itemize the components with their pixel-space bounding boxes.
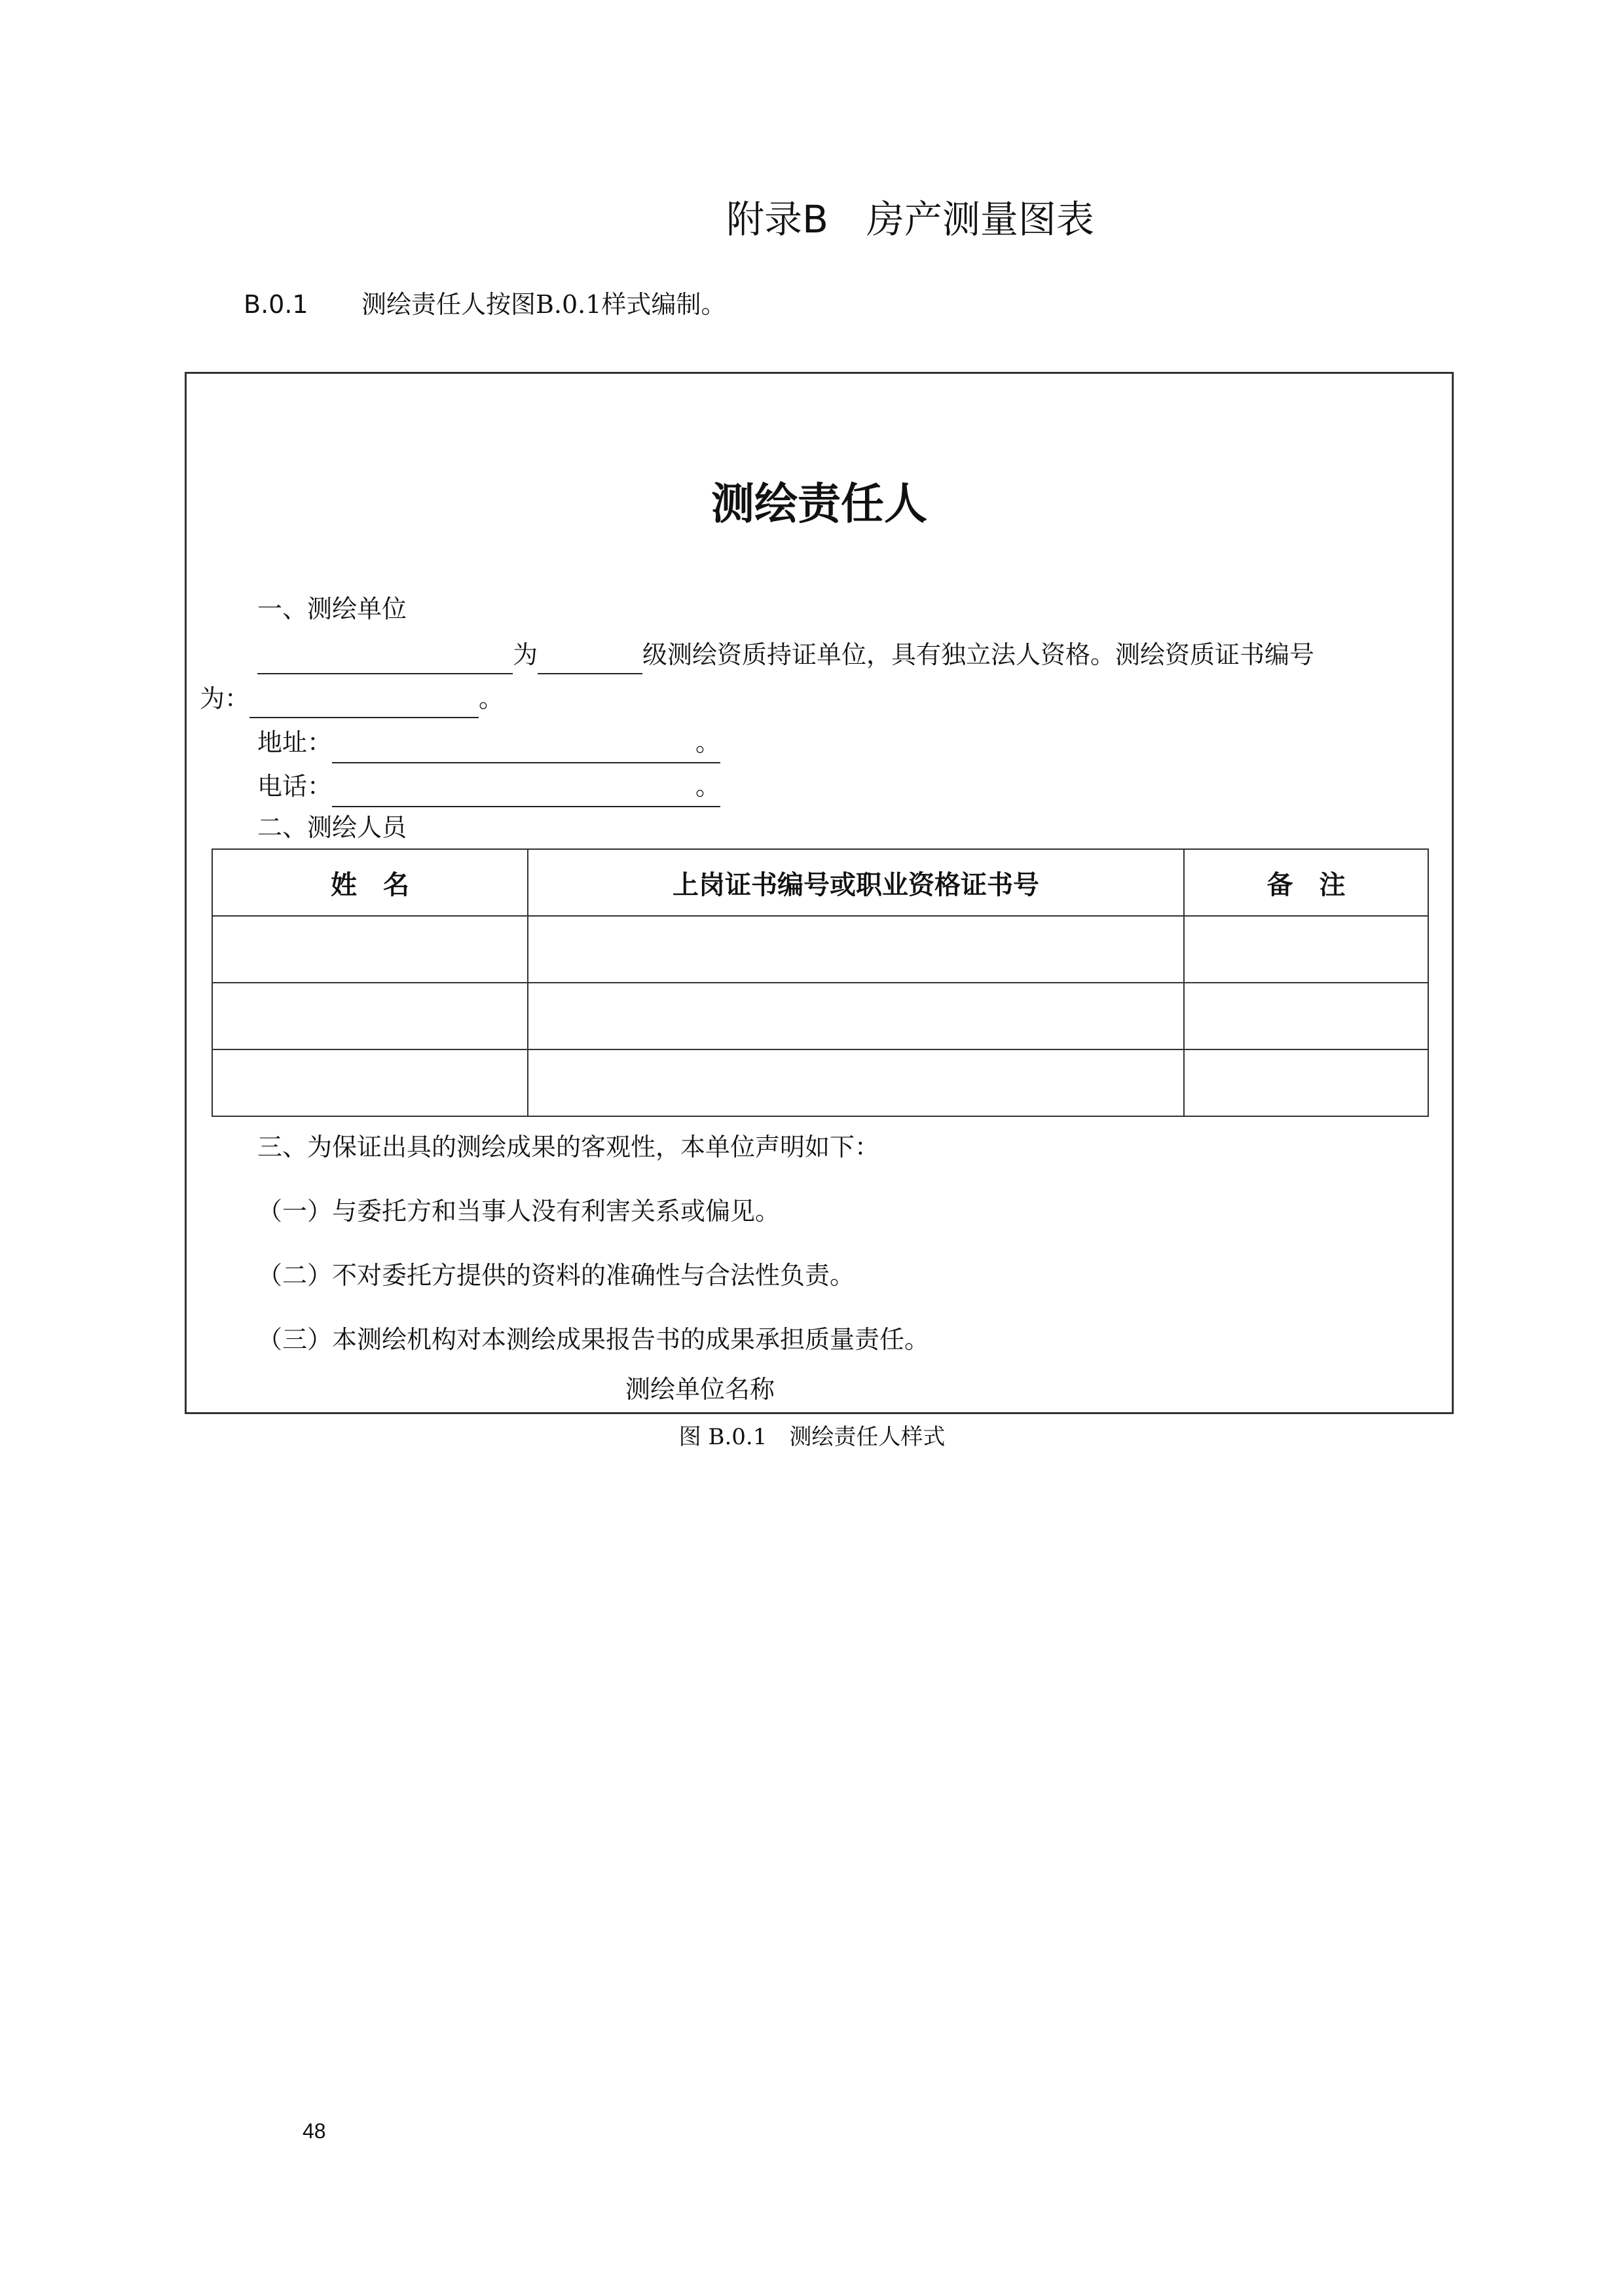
unit-line-1-text-a: 为	[513, 640, 538, 669]
section3-title: 三、为保证出具的测绘成果的客观性，本单位声明如下：	[257, 1133, 880, 1161]
phone-suffix: 。	[695, 767, 720, 807]
clause-number: B.0.1	[244, 290, 308, 319]
table-cell-certificate[interactable]	[528, 1049, 1184, 1116]
certificate-number-blank[interactable]	[249, 688, 479, 718]
unit-line-1-text-b: 级测绘资质持证单位，具有独立法人资格。测绘资质证书编号	[642, 640, 1315, 669]
address-line	[257, 723, 720, 763]
staff-table	[212, 848, 1429, 1117]
table-cell-remarks[interactable]	[1184, 916, 1428, 983]
certificate-number-label: 为：	[200, 684, 250, 713]
table-cell-name[interactable]	[212, 1049, 528, 1116]
page-number: 48	[303, 2119, 326, 2143]
table-row	[212, 916, 1428, 983]
table-header-row	[212, 849, 1428, 916]
table-row	[212, 1049, 1428, 1116]
address-label: 地址：	[257, 728, 333, 757]
phone-blank[interactable]	[332, 777, 695, 807]
phone-line	[257, 767, 720, 807]
address-blank[interactable]	[332, 733, 695, 763]
table-cell-certificate[interactable]	[528, 916, 1184, 983]
unit-line-2	[200, 679, 504, 718]
unit-name-blank[interactable]	[257, 644, 513, 674]
phone-label: 电话：	[257, 772, 333, 801]
unit-line-1	[257, 635, 1314, 674]
appendix-heading: 附录B 房产测量图表	[726, 197, 1094, 242]
table-cell-remarks[interactable]	[1184, 983, 1428, 1049]
header-certificate-number: 上岗证书编号或职业资格证书号	[528, 849, 1184, 916]
table-cell-certificate[interactable]	[528, 983, 1184, 1049]
statement-item: （一）与委托方和当事人没有利害关系或偏见。	[257, 1197, 781, 1226]
clause-text: 测绘责任人按图B.0.1样式编制。	[361, 290, 726, 319]
table-row	[212, 983, 1428, 1049]
header-name: 姓 名	[212, 849, 528, 916]
table-cell-name[interactable]	[212, 983, 528, 1049]
address-suffix: 。	[695, 723, 720, 763]
certificate-number-suffix: 。	[479, 684, 504, 713]
section1-title: 一、测绘单位	[257, 594, 407, 623]
statement-item: （二）不对委托方提供的资料的准确性与合法性负责。	[257, 1261, 855, 1290]
section2-title: 二、测绘人员	[257, 813, 407, 842]
clause-b01	[244, 285, 726, 324]
qualification-grade-blank[interactable]	[538, 644, 642, 674]
statement-item: （三）本测绘机构对本测绘成果报告书的成果承担质量责任。	[257, 1325, 930, 1354]
form-title: 测绘责任人	[711, 479, 927, 529]
header-remarks: 备 注	[1184, 849, 1428, 916]
table-cell-remarks[interactable]	[1184, 1049, 1428, 1116]
table-cell-name[interactable]	[212, 916, 528, 983]
signature-label: 测绘单位名称	[625, 1375, 775, 1404]
figure-caption: 图 B.0.1 测绘责任人样式	[678, 1424, 946, 1450]
